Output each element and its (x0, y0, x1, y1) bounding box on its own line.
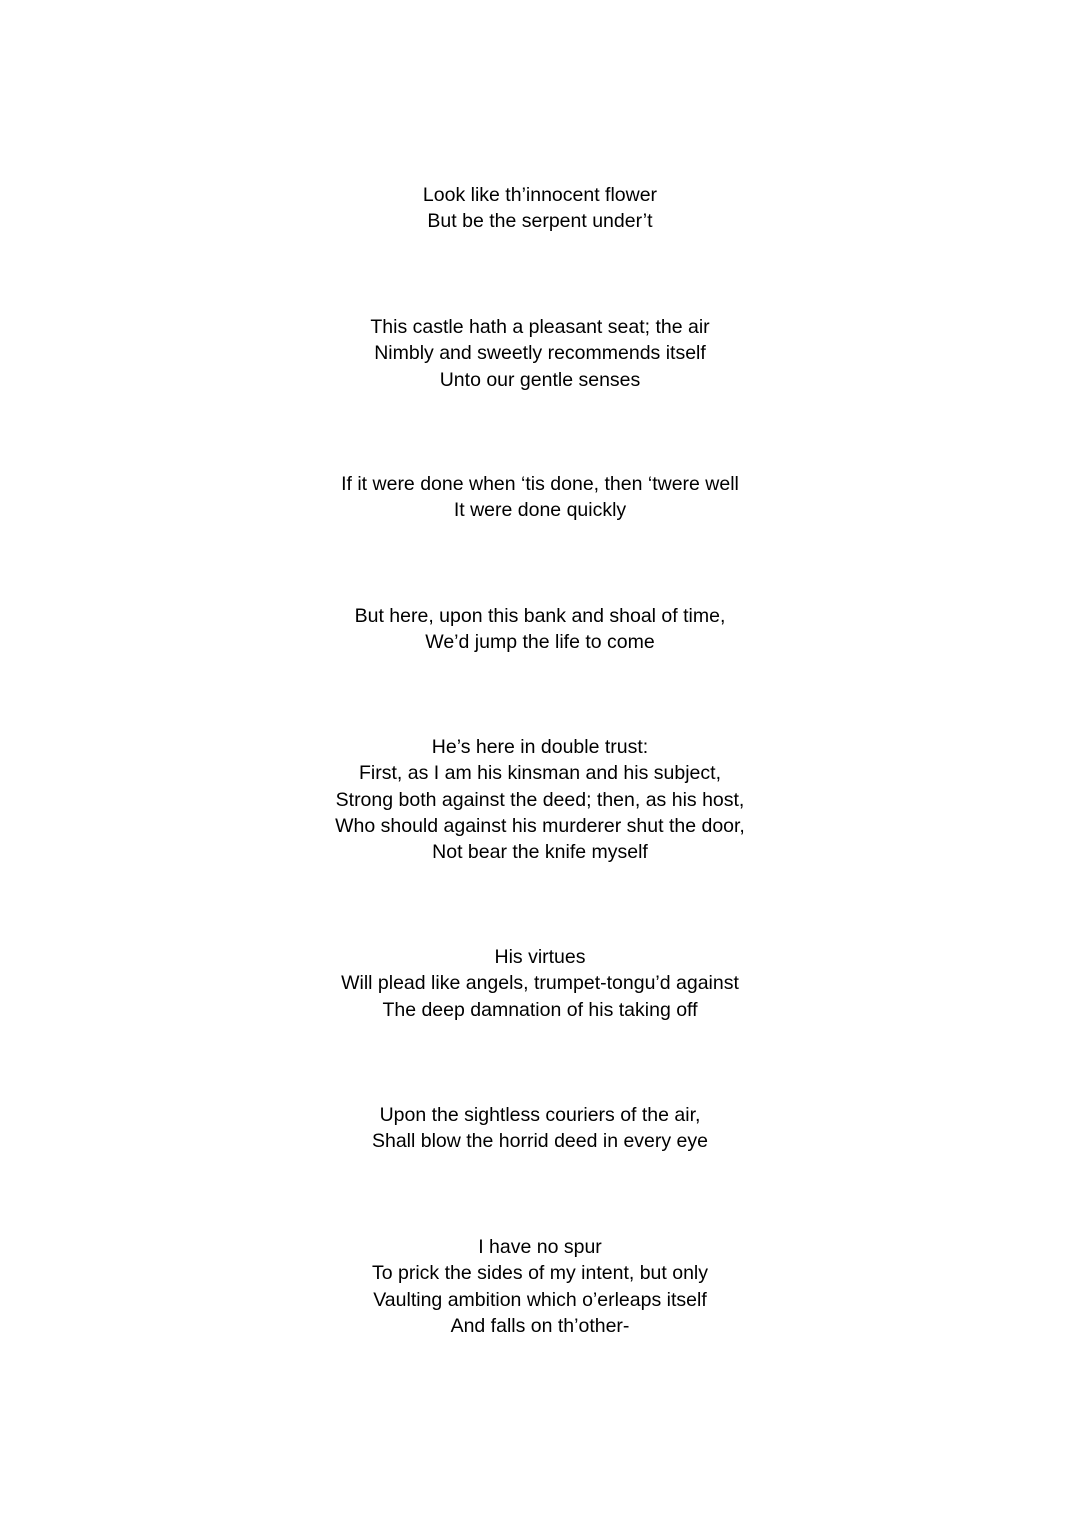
quote-line: Upon the sightless couriers of the air, (379, 1104, 701, 1126)
quote-line: Who should against his murderer shut the door, (335, 814, 745, 837)
quote-block (0, 603, 1080, 656)
quote-line: I have no spur (478, 1236, 602, 1258)
quote-line: Look like th’innocent flower (422, 184, 658, 206)
quote-line: Will plead like angels, trumpet-tongu’d against (341, 972, 739, 995)
quote-line: The deep damnation of his taking off (382, 998, 698, 1021)
quote-line: We’d jump the life to come (425, 631, 655, 654)
quote-line: This castle hath a pleasant seat; the air (370, 316, 710, 338)
quote-line: If it were done when ‘tis done, then ‘twere well (341, 473, 739, 495)
quote-line: But here, upon this bank and shoal of time, (354, 605, 726, 627)
quote-line: He’s here in double trust: (431, 736, 649, 758)
quote-line: To prick the sides of my intent, but only (372, 1262, 708, 1285)
quote-block (0, 1234, 1080, 1339)
quote-line: Shall blow the horrid deed in every eye (371, 1130, 709, 1153)
quote-line: It were done quickly (453, 499, 627, 522)
quote-line: His virtues (494, 946, 586, 968)
quote-line: Nimbly and sweetly recommends itself (374, 342, 706, 365)
quote-block (0, 734, 1080, 865)
quote-block (0, 471, 1080, 524)
quote-line: First, as I am his kinsman and his subject, (359, 762, 721, 785)
quote-block (0, 1102, 1080, 1155)
quote-line: And falls on th’other- (450, 1314, 630, 1337)
quote-line: Strong both against the deed; then, as his host, (335, 788, 745, 811)
quote-line: Vaulting ambition which o’erleaps itself (373, 1288, 707, 1311)
quote-line: But be the serpent under’t (427, 210, 653, 233)
quote-block (0, 182, 1080, 235)
quote-block (0, 944, 1080, 1023)
quote-line: Unto our gentle senses (439, 368, 641, 391)
quote-line: Not bear the knife myself (432, 841, 648, 864)
quote-block (0, 314, 1080, 393)
